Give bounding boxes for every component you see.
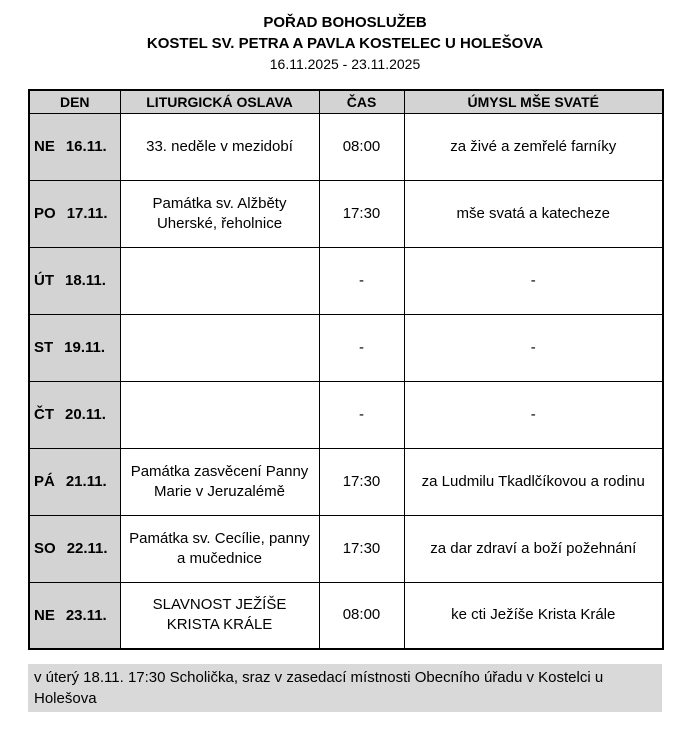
day-date: 19.11. bbox=[64, 339, 106, 356]
day-cell bbox=[29, 180, 120, 247]
column-header-oslava: LITURGICKÁ OSLAVA bbox=[120, 90, 319, 113]
table-row bbox=[29, 314, 663, 381]
time-cell: 08:00 bbox=[319, 113, 404, 180]
time-cell: - bbox=[319, 247, 404, 314]
time-cell: - bbox=[319, 314, 404, 381]
time-cell: 17:30 bbox=[319, 515, 404, 582]
day-cell bbox=[29, 448, 120, 515]
day-abbr: NE bbox=[34, 138, 55, 155]
page-title: POŘAD BOHOSLUŽEB bbox=[263, 14, 427, 31]
celebration-cell bbox=[120, 314, 319, 381]
time-cell: 17:30 bbox=[319, 180, 404, 247]
date-range: 16.11.2025 - 23.11.2025 bbox=[269, 56, 421, 72]
celebration-cell bbox=[120, 247, 319, 314]
intention-cell: - bbox=[404, 247, 663, 314]
intention-cell: za Ludmilu Tkadlčíkovou a rodinu bbox=[404, 448, 663, 515]
day-abbr: ČT bbox=[34, 406, 54, 423]
column-header-cas: ČAS bbox=[319, 90, 404, 113]
column-header-den: DEN bbox=[29, 90, 120, 113]
day-abbr: ST bbox=[34, 339, 54, 356]
intention-cell: - bbox=[404, 381, 663, 448]
day-abbr: PO bbox=[34, 205, 56, 222]
intention-cell: za dar zdraví a boží požehnání bbox=[404, 515, 663, 582]
day-abbr: ÚT bbox=[34, 272, 54, 289]
day-cell bbox=[29, 515, 120, 582]
celebration-cell: 33. neděle v mezidobí bbox=[120, 113, 319, 180]
celebration-cell: Památka sv. Cecílie, panny a mučednice bbox=[120, 515, 319, 582]
day-abbr: PÁ bbox=[34, 473, 55, 490]
table-row bbox=[29, 448, 663, 515]
day-date: 21.11. bbox=[65, 473, 107, 490]
day-cell bbox=[29, 113, 120, 180]
table-row bbox=[29, 113, 663, 180]
celebration-cell: Památka zasvěcení Panny Marie v Jeruzalémě bbox=[120, 448, 319, 515]
time-cell: - bbox=[319, 381, 404, 448]
table-row bbox=[29, 582, 663, 649]
day-date: 17.11. bbox=[66, 205, 108, 222]
day-abbr: NE bbox=[34, 606, 55, 624]
intention-cell: mše svatá a katecheze bbox=[404, 180, 663, 247]
intention-cell: - bbox=[404, 314, 663, 381]
celebration-cell: SLAVNOST JEŽÍŠE KRISTA KRÁLE bbox=[120, 582, 319, 649]
footer-note: v úterý 18.11. 17:30 Scholička, sraz v zasedací místnosti Obecního úřadu v Kostelci u Holešova bbox=[28, 664, 662, 712]
table-row bbox=[29, 381, 663, 448]
table-header-row bbox=[29, 90, 663, 113]
intention-cell: ke cti Ježíše Krista Krále bbox=[404, 582, 663, 649]
table-row bbox=[29, 247, 663, 314]
time-cell: 17:30 bbox=[319, 448, 404, 515]
celebration-cell bbox=[120, 381, 319, 448]
column-header-umysl: ÚMYSL MŠE SVATÉ bbox=[404, 90, 663, 113]
document-header bbox=[28, 12, 662, 74]
page-subtitle: KOSTEL SV. PETRA A PAVLA KOSTELEC U HOLEŠOVA bbox=[146, 35, 544, 52]
day-cell bbox=[29, 247, 120, 314]
day-date: 20.11. bbox=[65, 406, 106, 423]
intention-cell: za živé a zemřelé farníky bbox=[404, 113, 663, 180]
day-cell bbox=[29, 314, 120, 381]
day-cell bbox=[29, 582, 120, 649]
celebration-cell: Památka sv. Alžběty Uherské, řeholnice bbox=[120, 180, 319, 247]
table-row bbox=[29, 515, 663, 582]
day-abbr: SO bbox=[34, 540, 56, 557]
day-date: 18.11. bbox=[65, 272, 106, 289]
day-date: 22.11. bbox=[66, 540, 108, 557]
day-cell bbox=[29, 381, 120, 448]
mass-schedule-table bbox=[28, 89, 664, 650]
time-cell: 08:00 bbox=[319, 582, 404, 649]
day-date: 23.11. bbox=[65, 606, 107, 624]
table-row bbox=[29, 180, 663, 247]
day-date: 16.11. bbox=[65, 138, 107, 155]
